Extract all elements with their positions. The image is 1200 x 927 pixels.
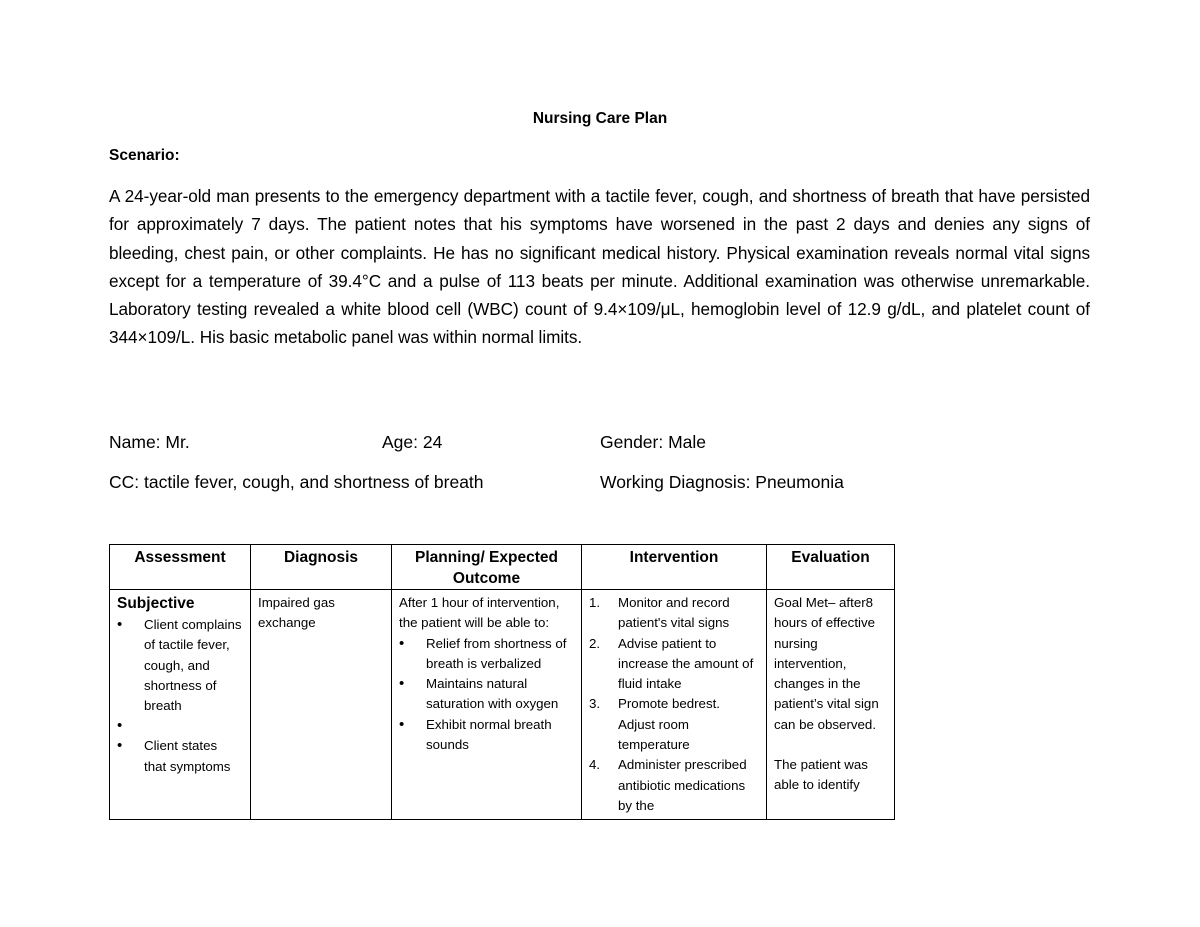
header-diagnosis: Diagnosis [251,545,392,590]
list-item: • Client complains of tactile fever, cough, and shortness of breath [117,615,243,716]
item-text: Promote bedrest. Adjust room temperature [618,696,720,753]
header-assessment: Assessment [110,545,251,590]
care-plan-table [109,544,895,820]
planning-cell [392,590,582,820]
item-number: 3. [589,696,601,712]
patient-gender: Gender: Male [600,432,707,452]
list-item [589,694,759,755]
assessment-list [117,615,243,777]
evaluation-text: Goal Met– after8 hours of effective nursing intervention, changes in the patient’s vital sign can be observed. [774,595,879,732]
table-header-row [110,545,895,590]
subjective-heading: Subjective [117,595,195,612]
patient-age: Age: 24 [382,432,443,452]
list-item: • Client states that symptoms [117,736,243,777]
item-number: 1. [589,595,601,610]
item-number: 4. [589,757,601,773]
chief-complaint: CC: tactile fever, cough, and shortness of breath [109,472,484,492]
planning-list [399,634,574,756]
table-row [110,590,895,820]
list-item: • Relief from shortness of breath is verbalized [399,634,574,675]
paragraph-spacer [774,735,887,755]
evaluation-cell [767,590,895,820]
header-intervention: Intervention [582,545,767,590]
intervention-cell [582,590,767,820]
intervention-list [589,593,759,816]
patient-name: Name: Mr. [109,432,190,452]
diagnosis-text: Impaired gas exchange [258,595,335,631]
list-spacer [117,716,243,736]
document-title: Nursing Care Plan [532,110,668,127]
working-diagnosis: Working Diagnosis: Pneumonia [600,472,844,492]
scenario-paragraph: A 24-year-old man presents to the emergency department with a tactile fever, cough, and shortness of breath that have persisted for approximately 7 days. The patient notes that his symptoms have worsened in the past 2 days and denies any signs of bleeding, chest pain, or other complaints. He has no significant medical history. Physical examination reveals normal vital signs except for a temperature of 39.4°C and a pulse of 113 beats per minute. Additional examination was otherwise unremarkable. Laboratory testing revealed a white blood cell (WBC) count of 9.4×109/μL, hemoglobin level of 12.9 g/dL, and platelet count of 344×109/L. His basic metabolic panel was within normal limits. [109,186,1090,348]
header-evaluation: Evaluation [767,545,895,590]
list-item [589,634,759,695]
item-text: Administer prescribed antibiotic medications by the [618,757,747,813]
list-item [589,593,759,634]
list-item [589,755,759,816]
planning-intro: After 1 hour of intervention, the patient will be able to: [399,595,560,631]
list-item: • Maintains natural saturation with oxygen [399,674,574,715]
list-item: • Exhibit normal breath sounds [399,715,574,756]
item-number: 2. [589,635,601,651]
item-text: Monitor and record patient's vital signs [618,595,730,631]
item-text: Advise patient to increase the amount of fluid intake [618,635,754,692]
scenario-label: Scenario: [109,147,180,164]
header-planning: Planning/ Expected Outcome [392,545,582,590]
assessment-cell [110,590,251,820]
diagnosis-cell [251,590,392,820]
evaluation-text-2: The patient was able to identify [774,757,868,793]
